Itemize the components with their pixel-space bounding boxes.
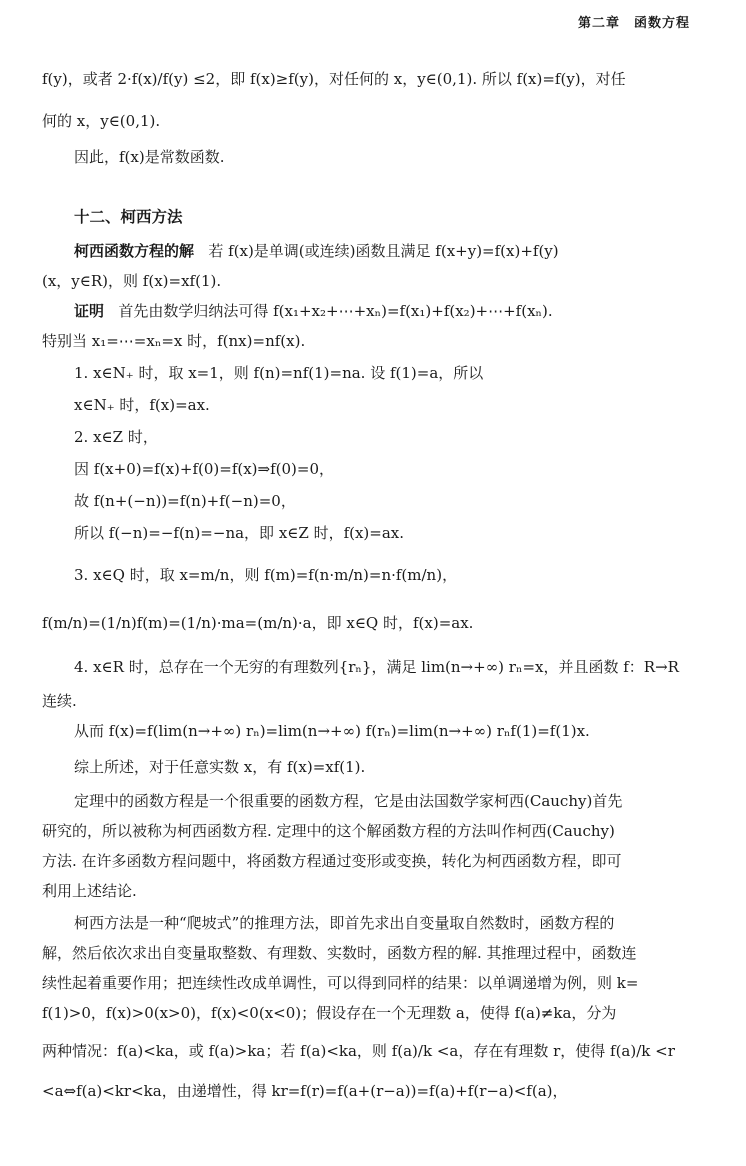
theorem-text: 若 f(x)是单调(或连续)函数且满足 f(x+y)=f(x)+f(y) xyxy=(208,242,559,260)
text-line: 解，然后依次求出自变量取整数、有理数、实数时，函数方程的解. 其推理过程中，函数连 xyxy=(42,944,637,962)
section-title: 十二、柯西方法 xyxy=(74,208,183,226)
text-line: 故 f(n+(−n))=f(n)+f(−n)=0， xyxy=(74,492,296,510)
text-line: x∈N₊ 时，f(x)=ax. xyxy=(74,396,210,414)
text-line: 两种情况：f(a)<ka，或 f(a)>ka；若 f(a)<ka，则 f(a)/k <a，存在有理数 r，使得 f(a)/k <r xyxy=(42,1042,675,1060)
text-line: f(1)>0，f(x)>0(x>0)，f(x)<0(x<0)；假设存在一个无理数 a，使得 f(a)≠ka，分为 xyxy=(42,1004,617,1022)
text-line: 何的 x，y∈(0,1). xyxy=(42,112,161,130)
text-line: f(y)，或者 2·f(x)/f(y) ≤2，即 f(x)≥f(y)，对任何的 x，y∈(0,1). 所以 f(x)=f(y)，对任 xyxy=(42,70,626,88)
theorem-label: 柯西函数方程的解 xyxy=(74,242,195,260)
proof-label: 证明 xyxy=(74,302,105,320)
text-line: 从而 f(x)=f(lim(n→+∞) rₙ)=lim(n→+∞) f(rₙ)=lim(n→+∞) rₙf(1)=f(1)x. xyxy=(74,722,590,740)
text-line: 综上所述，对于任意实数 x，有 f(x)=xf(1). xyxy=(74,758,366,776)
running-header: 第二章 函数方程 xyxy=(577,16,690,31)
text-line: 所以 f(−n)=−f(n)=−na，即 x∈Z 时，f(x)=ax. xyxy=(74,524,405,542)
text-line: 续性起着重要作用；把连续性改成单调性，可以得到同样的结果：以单调递增为例，则 k= xyxy=(42,974,639,992)
text-line: 特别当 x₁=⋯=xₙ=x 时，f(nx)=nf(x). xyxy=(42,332,306,350)
proof-text: 首先由数学归纳法可得 f(x₁+x₂+⋯+xₙ)=f(x₁)+f(x₂)+⋯+f(xₙ). xyxy=(118,302,553,320)
text-line: 方法. 在许多函数方程问题中，将函数方程通过变形或变换，转化为柯西函数方程，即可 xyxy=(42,852,622,870)
text-line: (x，y∈R)，则 f(x)=xf(1). xyxy=(42,272,222,290)
text-line: f(m/n)=(1/n)f(m)=(1/n)·ma=(m/n)·a，即 x∈Q 时，f(x)=ax. xyxy=(42,614,474,632)
text-line: 4. x∈R 时，总存在一个无穷的有理数列{rₙ}，满足 lim(n→+∞) rₙ=x，并且函数 f：R→R xyxy=(74,658,679,676)
text-line: 定理中的函数方程是一个很重要的函数方程，它是由法国数学家柯西(Cauchy)首先 xyxy=(74,792,623,810)
text-line: 因 f(x+0)=f(x)+f(0)=f(x)⇒f(0)=0， xyxy=(74,460,335,478)
text-line: 研究的，所以被称为柯西函数方程. 定理中的这个解函数方程的方法叫作柯西(Cauchy) xyxy=(42,822,615,840)
theorem-line xyxy=(74,240,690,262)
text-line: 因此，f(x)是常数函数. xyxy=(74,148,225,166)
text-line: 2. x∈Z 时， xyxy=(74,428,158,446)
text-line: 连续. xyxy=(42,692,77,710)
text-line: 1. x∈N₊ 时，取 x=1，则 f(n)=nf(1)=na. 设 f(1)=a，所以 xyxy=(74,364,484,382)
text-line: 利用上述结论. xyxy=(42,882,137,900)
proof-line xyxy=(74,300,690,322)
text-line: 3. x∈Q 时，取 x=m/n，则 f(m)=f(n·m/n)=n·f(m/n)， xyxy=(74,566,458,584)
text-line: <a⇔f(a)<kr<ka，由递增性，得 kr=f(r)=f(a+(r−a))=f(a)+f(r−a)<f(a)， xyxy=(42,1082,568,1100)
text-line: 柯西方法是一种“爬坡式”的推理方法，即首先求出自变量取自然数时，函数方程的 xyxy=(74,914,615,932)
